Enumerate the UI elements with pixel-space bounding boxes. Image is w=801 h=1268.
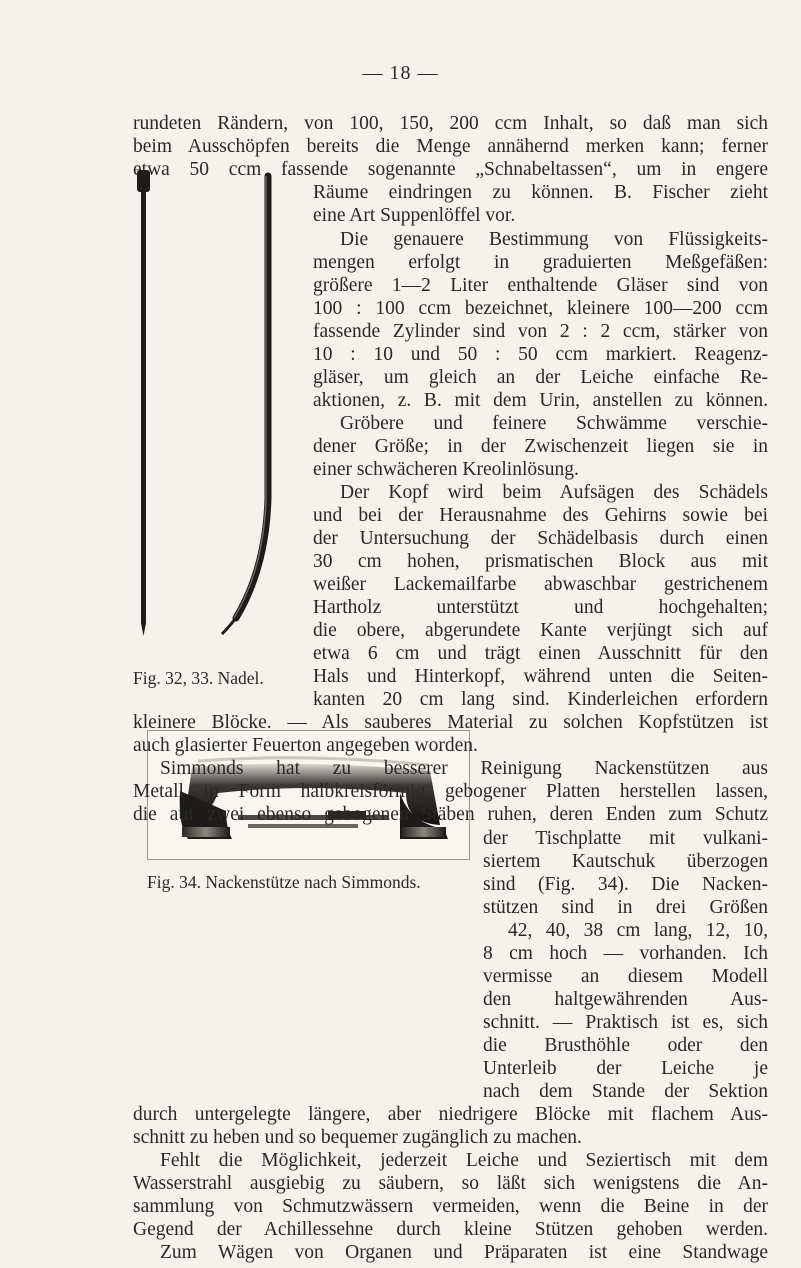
text-line: den haltgewährenden Aus- [483,989,768,1010]
text-line: sind (Fig. 34). Die Nacken- [483,874,768,895]
text-line: Gröbere und feinere Schwämme verschie- [340,413,768,434]
text-line: schnitt. — Praktisch ist es, sich [483,1012,768,1033]
text-line: Unterleib der Leiche je [483,1058,768,1079]
text-line: mengen erfolgt in graduierten Meßgefäßen: [313,252,768,273]
text-line: kanten 20 cm lang sind. Kinderleichen erfordern [313,689,768,710]
text-line: Fehlt die Möglichkeit, jederzeit Leiche und Seziertisch mit dem [160,1150,768,1171]
text-line: beim Ausschöpfen bereits die Menge annähernd merken kann; ferner [133,136,768,157]
text-line: 42, 40, 38 cm lang, 12, 10, [508,920,768,941]
text-line: Räume eindringen zu können. B. Fischer zieht [313,182,768,203]
text-line: Simmonds hat zu besserer Reinigung Nackenstützen aus [160,758,768,779]
text-line: kleinere Blöcke. — Als sauberes Material zu solchen Kopfstützen ist [133,712,768,733]
text-line: Hartholz unterstützt und hochgehalten; [313,597,768,618]
text-line: der Untersuchung der Schädelbasis durch einen [313,528,768,549]
text-line: 8 cm hoch — vorhanden. Ich [483,943,768,964]
text-line: Wasserstrahl ausgiebig zu säubern, so läßt sich wenigstens die An- [133,1173,768,1194]
figure-caption-needles: Fig. 32, 33. Nadel. [133,668,264,688]
text-line: etwa 50 ccm fassende sogenannte „Schnabeltassen“, um in engere [133,159,768,180]
text-line: rundeten Rändern, von 100, 150, 200 ccm Inhalt, so daß man sich [133,113,768,134]
text-line: Metall in Form halbkreisförmig gebogener Platten herstellen lassen, [133,781,768,802]
text-line: aktionen, z. B. mit dem Urin, anstellen zu können. [313,390,768,411]
needle-illustration [132,168,284,638]
text-line: und bei der Herausnahme des Gehirns sowie bei [313,505,768,526]
text-line: nach dem Stande der Sektion [483,1081,768,1102]
page-number: — 18 — [362,62,439,84]
text-line: Der Kopf wird beim Aufsägen des Schädels [340,482,768,503]
text-line: Gegend der Achillessehne durch kleine Stützen gehoben werden. [133,1219,768,1240]
text-line: 10 : 10 und 50 : 50 ccm markiert. Reagenz- [313,344,768,365]
text-line: auch glasierter Feuerton angegeben worden. [133,735,478,756]
text-line: der Tischplatte mit vulkani- [483,828,768,849]
text-line: Zum Wägen von Organen und Präparaten ist eine Standwage [160,1242,768,1263]
text-line: größere 1—2 Liter enthaltende Gläser sind von [313,275,768,296]
text-line: Die genauere Bestimmung von Flüssigkeits- [340,229,768,250]
text-line: sammlung von Schmutzwässern vermeiden, wenn die Beine in der [133,1196,768,1217]
figure-caption-neck-support: Fig. 34. Nackenstütze nach Simmonds. [147,872,421,892]
text-line: die obere, abgerundete Kante verjüngt sich auf [313,620,768,641]
text-line: einer schwächeren Kreolinlösung. [313,459,579,480]
text-line: 100 : 100 ccm bezeichnet, kleinere 100—200 ccm [313,298,768,319]
text-line: vermisse an diesem Modell [483,966,768,987]
text-line: etwa 6 cm und trägt einen Ausschnitt für den [313,643,768,664]
text-line: Hals und Hinterkopf, während unten die Seiten- [313,666,768,687]
text-line: die auf zwei ebenso gebogenen Stäben ruhen, deren Enden zum Schutz [133,804,768,825]
text-line: weißer Lackemailfarbe abwaschbar gestrichenem [313,574,768,595]
text-line: 30 cm hohen, prismatischen Block aus mit [313,551,768,572]
text-line: fassende Zylinder sind von 2 : 2 ccm, stärker von [313,321,768,342]
text-line: gläser, um gleich an der Leiche einfache Re- [313,367,768,388]
text-line: eine Art Suppenlöffel vor. [313,205,516,226]
text-line: siertem Kautschuk überzogen [483,851,768,872]
text-line: schnitt zu heben und so bequemer zugänglich zu machen. [133,1127,582,1148]
text-line: die Brusthöhle oder den [483,1035,768,1056]
text-line: stützen sind in drei Größen [483,897,768,918]
text-line: dener Größe; in der Zwischenzeit liegen sie in [313,436,768,457]
text-line: durch untergelegte längere, aber niedrigere Blöcke mit flachem Aus- [133,1104,768,1125]
